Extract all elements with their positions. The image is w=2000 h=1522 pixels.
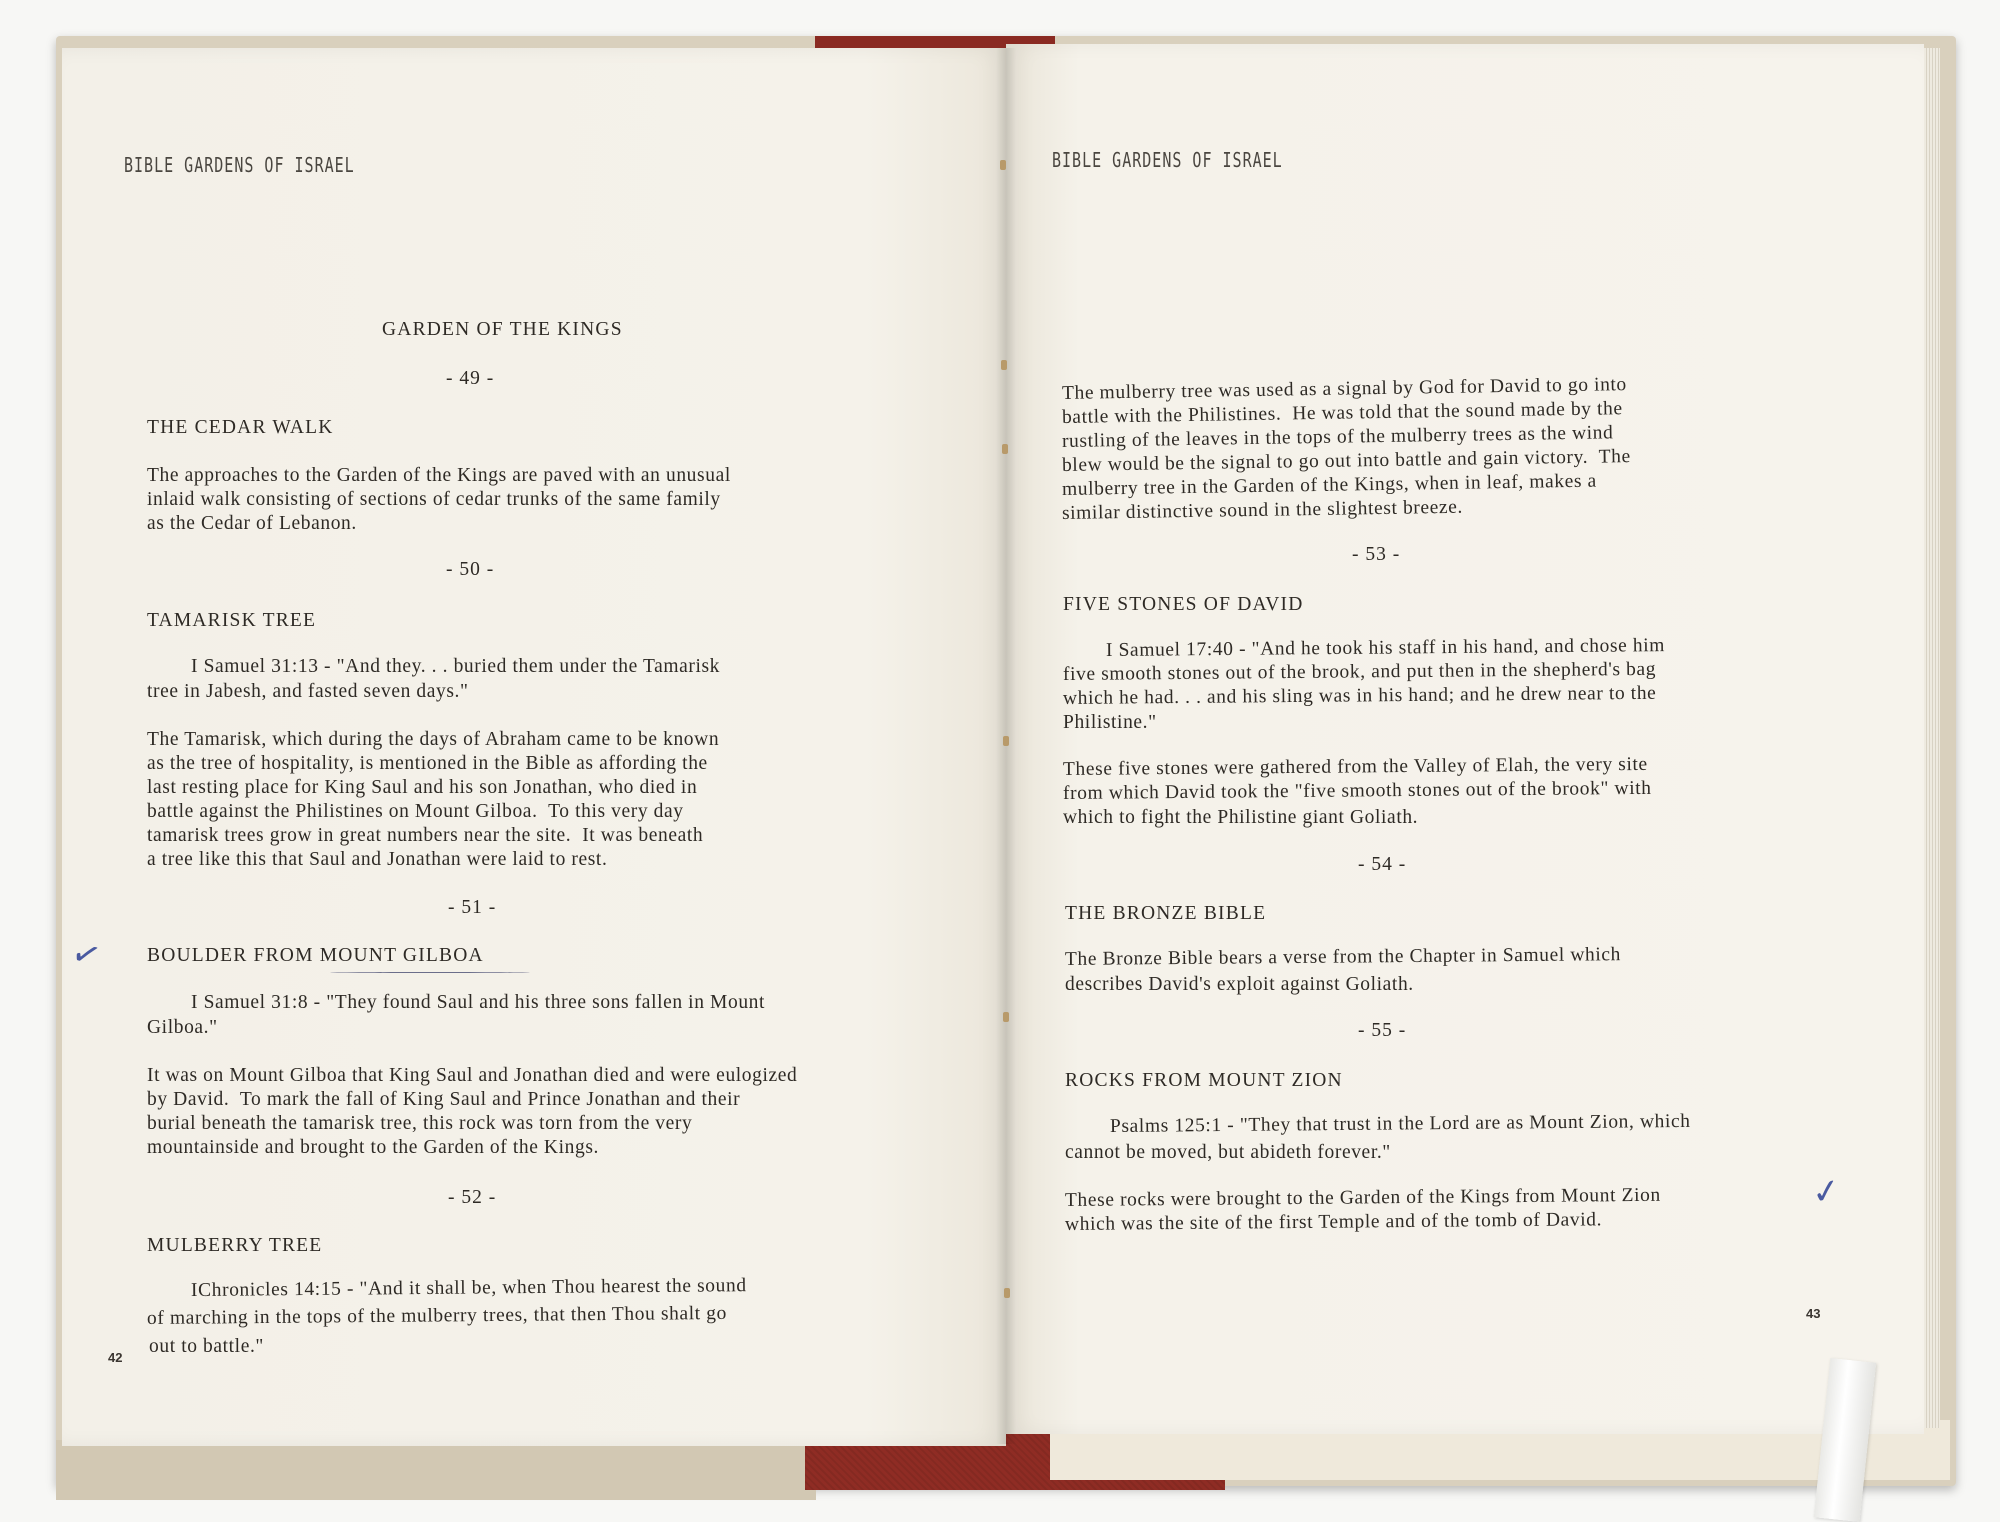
item-heading-boulder: BOULDER FROM MOUNT GILBOA: [147, 945, 484, 966]
paragraph-line: blew would be the signal to go out into battle and gain victory. The: [1061, 446, 1631, 476]
pen-checkmark-icon: ✓: [66, 931, 106, 979]
binding-stitch: [1004, 1288, 1010, 1298]
paragraph-line: The mulberry tree was used as a signal by God for David to go into: [1061, 374, 1627, 404]
item-heading-cedar-walk: THE CEDAR WALK: [147, 417, 334, 438]
paragraph-line: from which David took the "five smooth stones out of the brook" with: [1062, 777, 1652, 804]
paragraph-line: tamarisk trees grow in great numbers near the site. It was beneath: [147, 825, 704, 846]
scripture-quote-line: tree in Jabesh, and fasted seven days.": [147, 681, 469, 702]
item-number: - 49 -: [446, 368, 495, 389]
paragraph-line: last resting place for King Saul and his son Jonathan, who died in: [147, 777, 698, 798]
scripture-quote-line: of marching in the tops of the mulberry trees, that then Thou shalt go: [146, 1302, 728, 1329]
scripture-quote-line: which he had. . . and his sling was in his hand; and he drew near to the: [1062, 682, 1657, 709]
item-number: - 50 -: [446, 559, 495, 580]
item-heading-tamarisk: TAMARISK TREE: [147, 610, 317, 631]
running-head-right: BIBLE GARDENS OF ISRAEL: [1052, 147, 1283, 173]
paragraph-line: rustling of the leaves in the tops of the mulberry trees as the wind: [1061, 422, 1614, 452]
item-heading-mulberry: MULBERRY TREE: [147, 1235, 323, 1256]
paragraph-line: similar distinctive sound in the slightest breeze.: [1061, 496, 1464, 524]
paragraph-line: inlaid walk consisting of sections of cedar trunks of the same family: [147, 489, 721, 510]
scripture-quote-line: out to battle.": [149, 1336, 264, 1357]
scripture-quote-line: five smooth stones out of the brook, and put then in the shepherd's bag: [1062, 658, 1657, 685]
page-number-right: 43: [1806, 1306, 1821, 1321]
item-number: - 51 -: [448, 897, 497, 918]
paragraph-line: burial beneath the tamarisk tree, this rock was torn from the very: [147, 1113, 693, 1134]
item-heading-rocks-mount-zion: ROCKS FROM MOUNT ZION: [1065, 1070, 1343, 1091]
cover-board-left: [56, 1440, 816, 1500]
paragraph-line: It was on Mount Gilboa that King Saul and Jonathan died and were eulogized: [147, 1065, 798, 1086]
paragraph-line: a tree like this that Saul and Jonathan were laid to rest.: [147, 849, 608, 870]
running-head-left: BIBLE GARDENS OF ISRAEL: [124, 152, 355, 178]
item-heading-bronze-bible: THE BRONZE BIBLE: [1065, 903, 1267, 924]
paragraph-line: mountainside and brought to the Garden of the Kings.: [147, 1137, 599, 1158]
binding-stitch: [1000, 160, 1006, 170]
page-number-left: 42: [108, 1350, 123, 1365]
paragraph-line: which to fight the Philistine giant Goliath.: [1063, 807, 1419, 828]
gutter-shadow: [996, 48, 1016, 1444]
scripture-quote-line: I Samuel 17:40 - "And he took his staff in his hand, and chose him: [1105, 635, 1666, 661]
scripture-quote-line: cannot be moved, but abideth forever.": [1065, 1142, 1391, 1163]
paragraph-line: These rocks were brought to the Garden of the Kings from Mount Zion: [1064, 1184, 1661, 1211]
section-title: GARDEN OF THE KINGS: [382, 319, 623, 340]
scripture-quote-line: Psalms 125:1 - "They that trust in the Lord are as Mount Zion, which: [1109, 1110, 1691, 1137]
scripture-quote-line: IChronicles 14:15 - "And it shall be, when Thou hearest the sound: [190, 1275, 747, 1301]
paragraph-line: by David. To mark the fall of King Saul and Prince Jonathan and their: [147, 1089, 741, 1110]
item-heading-five-stones: FIVE STONES OF DAVID: [1063, 594, 1304, 615]
paragraph-line: as the Cedar of Lebanon.: [147, 513, 357, 534]
page-edges: [1924, 48, 1940, 1428]
binding-stitch: [1002, 444, 1008, 454]
scripture-quote-line: I Samuel 31:13 - "And they. . . buried them under the Tamarisk: [191, 656, 721, 677]
scripture-quote-line: Philistine.": [1063, 712, 1157, 733]
paragraph-line: describes David's exploit against Goliath.: [1065, 974, 1414, 995]
item-number: - 53 -: [1352, 544, 1401, 565]
paragraph-line: mulberry tree in the Garden of the Kings, when in leaf, makes a: [1061, 470, 1597, 500]
paragraph-line: which was the site of the first Temple and of the tomb of David.: [1064, 1209, 1603, 1235]
item-number: - 55 -: [1358, 1020, 1407, 1041]
paragraph-line: The Tamarisk, which during the days of Abraham came to be known: [147, 729, 720, 750]
pen-checkmark-icon: ✓: [1809, 1170, 1844, 1214]
binding-stitch: [1003, 736, 1009, 746]
paragraph-line: battle against the Philistines on Mount Gilboa. To this very day: [147, 801, 684, 822]
paragraph-line: The approaches to the Garden of the Kings are paved with an unusual: [147, 465, 731, 486]
binding-stitch: [1001, 360, 1007, 370]
scripture-quote-line: Gilboa.": [147, 1017, 218, 1038]
item-number: - 52 -: [448, 1187, 497, 1208]
paragraph-line: battle with the Philistines. He was told that the sound made by the: [1061, 398, 1623, 428]
paragraph-line: The Bronze Bible bears a verse from the Chapter in Samuel which: [1064, 944, 1622, 970]
scripture-quote-line: I Samuel 31:8 - "They found Saul and his three sons fallen in Mount: [191, 992, 766, 1013]
paragraph-line: These five stones were gathered from the Valley of Elah, the very site: [1062, 753, 1648, 780]
pen-underline-mark: [330, 972, 530, 973]
item-number: - 54 -: [1358, 854, 1407, 875]
paragraph-line: as the tree of hospitality, is mentioned in the Bible as affording the: [147, 753, 708, 774]
binding-stitch: [1003, 1012, 1009, 1022]
